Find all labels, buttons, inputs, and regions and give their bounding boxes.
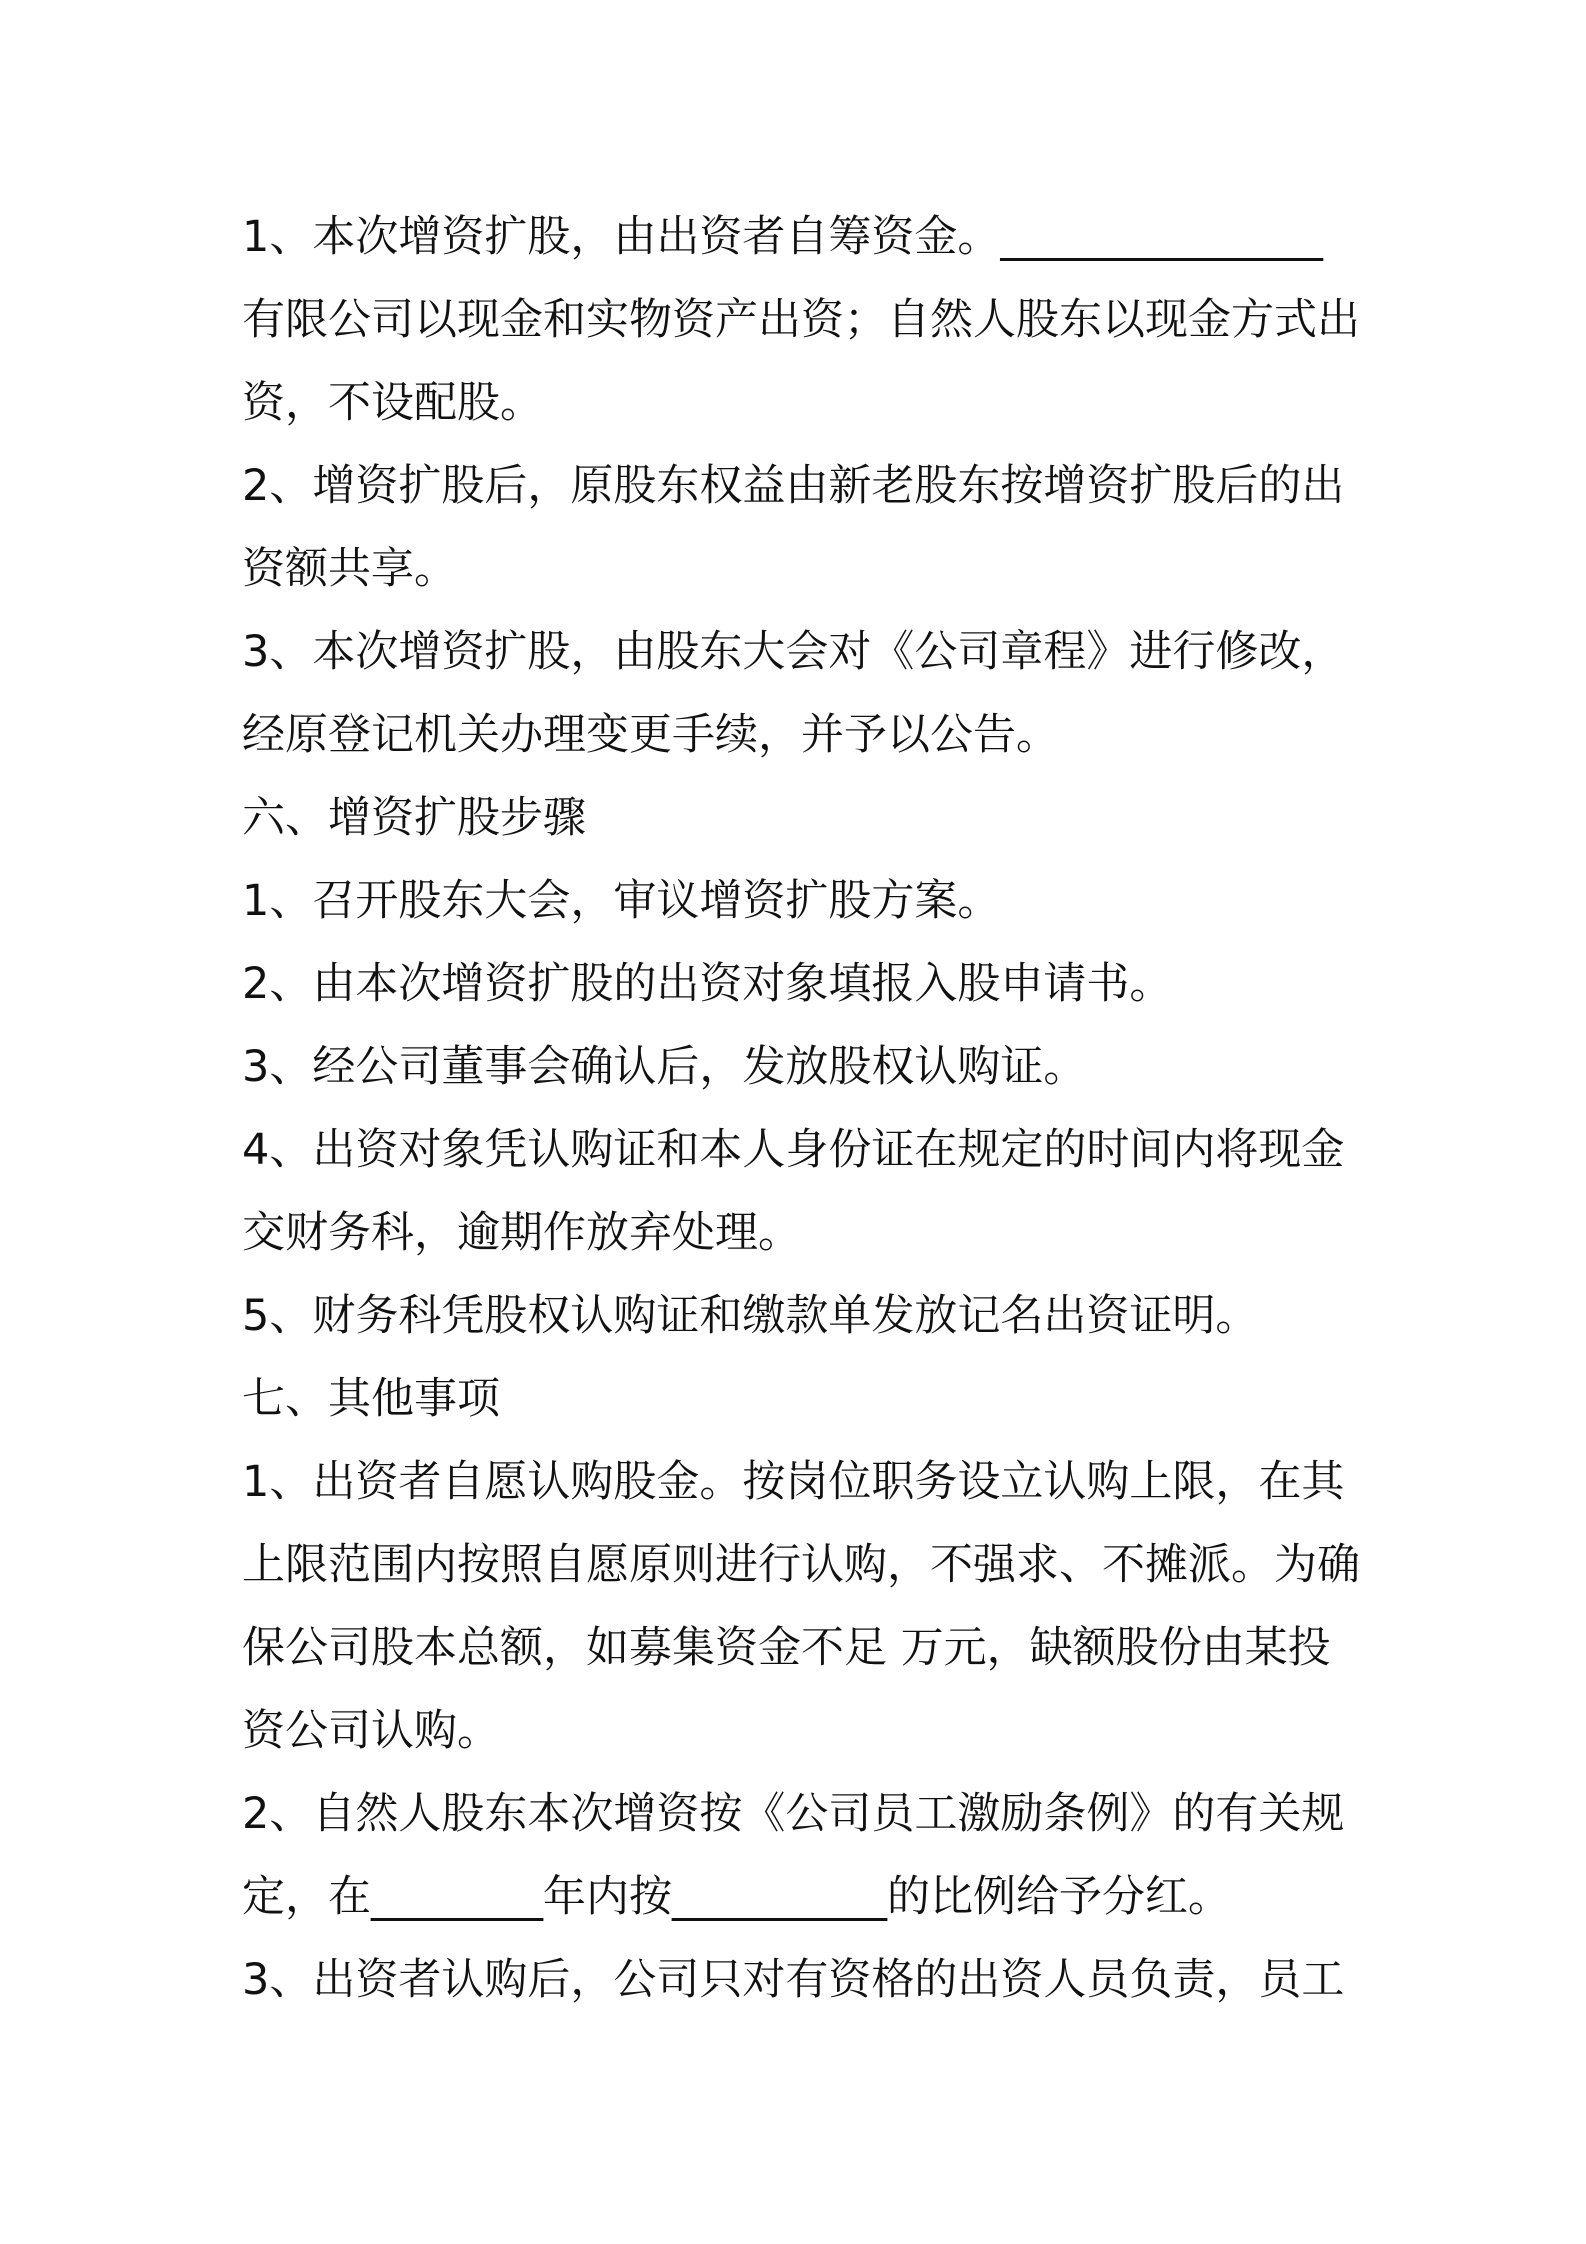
text-line: 上限范围内按照自愿原则进行认购，不强求、不摊派。为确 <box>242 1540 1360 1590</box>
document-body <box>242 196 1360 2022</box>
text-line: 保公司股本总额，如募集资金不足 万元，缺额股份由某投 <box>242 1623 1331 1673</box>
text-line: 资公司认购。 <box>242 1706 500 1756</box>
text-line: 资，不设配股。 <box>242 378 543 428</box>
text-line: 5、财务科凭股权认购证和缴款单发放记名出资证明。 <box>242 1291 1259 1341</box>
section-heading: 七、其他事项 <box>242 1374 500 1424</box>
text-line: 经原登记机关办理变更手续，并予以公告。 <box>242 710 1059 760</box>
text-line: 4、出资对象凭认购证和本人身份证在规定的时间内将现金 <box>242 1125 1345 1175</box>
text-line: 交财务科，逾期作放弃处理。 <box>242 1208 801 1258</box>
text-line: 资额共享。 <box>242 544 457 594</box>
text-line: 有限公司以现金和实物资产出资；自然人股东以现金方式出 <box>242 295 1360 345</box>
text-line: 3、本次增资扩股，由股东大会对《公司章程》进行修改， <box>242 627 1345 677</box>
text-line: 1、召开股东大会，审议增资扩股方案。 <box>242 876 1001 926</box>
text-line: 1、出资者自愿认购股金。按岗位职务设立认购上限，在其 <box>242 1457 1345 1507</box>
text-line: 2、由本次增资扩股的出资对象填报入股申请书。 <box>242 959 1173 1009</box>
text-line: 2、增资扩股后，原股东权益由新老股东按增资扩股后的出 <box>242 461 1345 511</box>
text-line: 3、出资者认购后，公司只对有资格的出资人员负责，员工 <box>242 1955 1345 2005</box>
text-line: 2、自然人股东本次增资按《公司员工激励条例》的有关规 <box>242 1789 1345 1839</box>
text-line: 3、经公司董事会确认后，发放股权认购证。 <box>242 1042 1087 1092</box>
text-line: 定，在________年内按__________的比例给予分红。 <box>242 1872 1231 1922</box>
section-heading: 六、增资扩股步骤 <box>242 793 586 843</box>
text-line: 1、本次增资扩股，由出资者自筹资金。_______________ <box>242 212 1323 262</box>
